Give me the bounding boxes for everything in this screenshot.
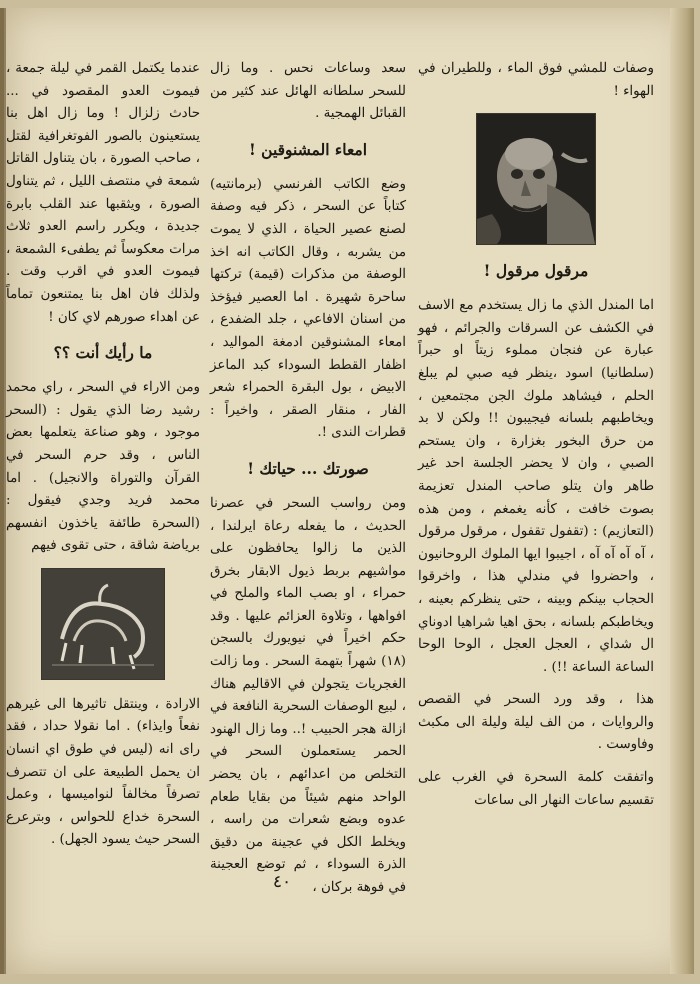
page-number: ٤٠ [272,872,292,892]
left-paragraph-2: ومن الاراء في السحر ، راي محمد رشيد رضا الذي يقول : (السحر موجود ، وهو صناعة يتعلمها بعض الناس ، وقد حرم السحر في القرآن والتوراة والانجيل) . اما محمد فريد وجدي فيقول : (السحرة طائفة ياخذون انفسهم برياضة شاقة ، حتى تقوى فيهم [6,380,200,554]
right-paragraph-2: هذا ، وقد ورد السحر في القصص والروايات ، من الف ليلة وليلة الى مكبث وفاوست . [418,692,654,753]
left-column [6,58,200,958]
middle-paragraph-1: سعد وساعات نحس . وما زال للسحر سلطانه الهائل عند كثير من القبائل الهمجية . [210,61,406,122]
page-edge [670,8,694,974]
middle-heading-1: امعاء المشنوقين ! [248,139,368,159]
face-photo [476,113,596,245]
sculpture-photo [41,568,165,680]
sculpture-photo-image [42,569,164,679]
middle-heading-2: صورتك ... حياتك ! [247,458,369,478]
middle-paragraph-3: ومن رواسب السحر في عصرنا الحديث ، ما يفعله رعاة ايرلندا ، الذين ما زالوا يحافظون على مواشيهم بربط ذيول الابقار بخرق حمراء ، او بصب الماء والملح في افواهها ، وتلاوة العزائم عليها . وقد حكم اخيراً في نيويورك بالسجن (١٨) شهراً بتهمة السحر . وما زالت الغجريات يتجولن في الاقاليم هناك ، لبيع الوصفات السحرية النافعة في ازالة هجر الحبيب !.. وما زال الهنود الحمر يستعملون السحر في التخلص من اعدائهم ، بان يحضر الواحد منهم شيئاً من بقايا طعام عدوه وبضع شعرات من راسه ، ويخلط الكل في عجينة من دقيق الذرة السوداء ، ثم توضع العجينة في فوهة بركان ، [210,495,406,895]
right-column [418,58,654,868]
middle-paragraph-2: وضع الكاتب الفرنسي (برمانتيه) كتاباً عن السحر ، ذكر فيه وصفة لصنع عصير الحياة ، الذي لا يموت من يشربه ، وقال الكاتب انه اخذ الوصفة من مذكرات (قيمة) تركتها ساحرة شهيرة . اما العصير فيؤخذ من اسنان الافاعي ، جلد الضفدع ، امعاء المشنوقين ادمغة المواليد ، اظفار القطط السوداء كبد الماعز الابيض ، بول البقرة الحمراء شعر الفار ، منقار الصقر ، واخيراً : قطرات الندى !. [210,176,406,441]
right-paragraph-1: اما المندل الذي ما زال يستخدم مع الاسف في الكشف عن السرقات والجرائم ، فهو عبارة عن فنجان مملوء زيتاً او حبراً (سلطانيا) اسود ،ينظر فيه صبي لم يبلغ الحلم ، فيشاهد ملوك الجن مجتمعين ، ويخاطبهم بلسانه فيجيبون !! ولكن لا بد من حرق البخور بغزارة ، وان يستحم الصبي ، وان لا يحضر الجلسة احد غير طاهر وان يتلو صاحب المندل تعزيمة بصوت خافت ، كأنه يغمغم ، ومن هذه (التعازيم) : (تقفول تقفول ، مرقول مرقول ، آه آه آه آه ، اجيبوا ايها الملوك الروحانيون ، واحضروا في مندلي هذا ، واخرقوا الحجاب بينكم وبينه ، حتى ينظركم بعينه ، ويخاطبكم بلسانه ، بحق اهيا شراهيا ادوناي ال شداي ، العجل العجل ، الوحا الوحا الساعة الساعة !!) . [418,298,654,675]
left-paragraph-1: عندما يكتمل القمر في ليلة جمعة ، فيموت العدو المقصود في ... حادث زلزال ! وما زال اهل بنا يستعينون بالصور الفوتغرافية لقتل ، صاحب الصورة ، بان يتناول القاتل شمعة في منتصف الليل ، ثم يتناول الصورة ، ويثقبها عند القلب بابرة جديدة ، ويكرر راسم العدو ثلاث مرات معكوساً ثم يطفىء الشمعة ، فيموت العدو في اقرب وقت . ولذلك فان اهل بنا يمتنعون تماماً عن اهداء صورهم لاي كان ! [6,61,200,325]
face-photo-image [477,114,595,244]
right-intro-paragraph: وصفات للمشي فوق الماء ، وللطيران في الهواء ! [418,61,654,99]
right-paragraph-3: واتفقت كلمة السحرة في الغرب على تقسيم ساعات النهار الى ساعات [418,770,654,808]
right-heading: مرقول مرقول ! [483,261,589,281]
left-heading: ما رأيك أنت ؟؟ [53,343,153,363]
left-paragraph-3: الارادة ، وينتقل تاثيرها الى غيرهم نفعاً وايذاء) . اما نقولا حداد ، فقد راى انه (ليس في طوق اي انسان ان يحمل الطبيعة على ان تتصرف تصرفاً مخالفاً لنواميسها ، وعمل السحرة خداع للحواس ، وبترعرع السحر حيث يسود الجهل) . [6,696,200,848]
